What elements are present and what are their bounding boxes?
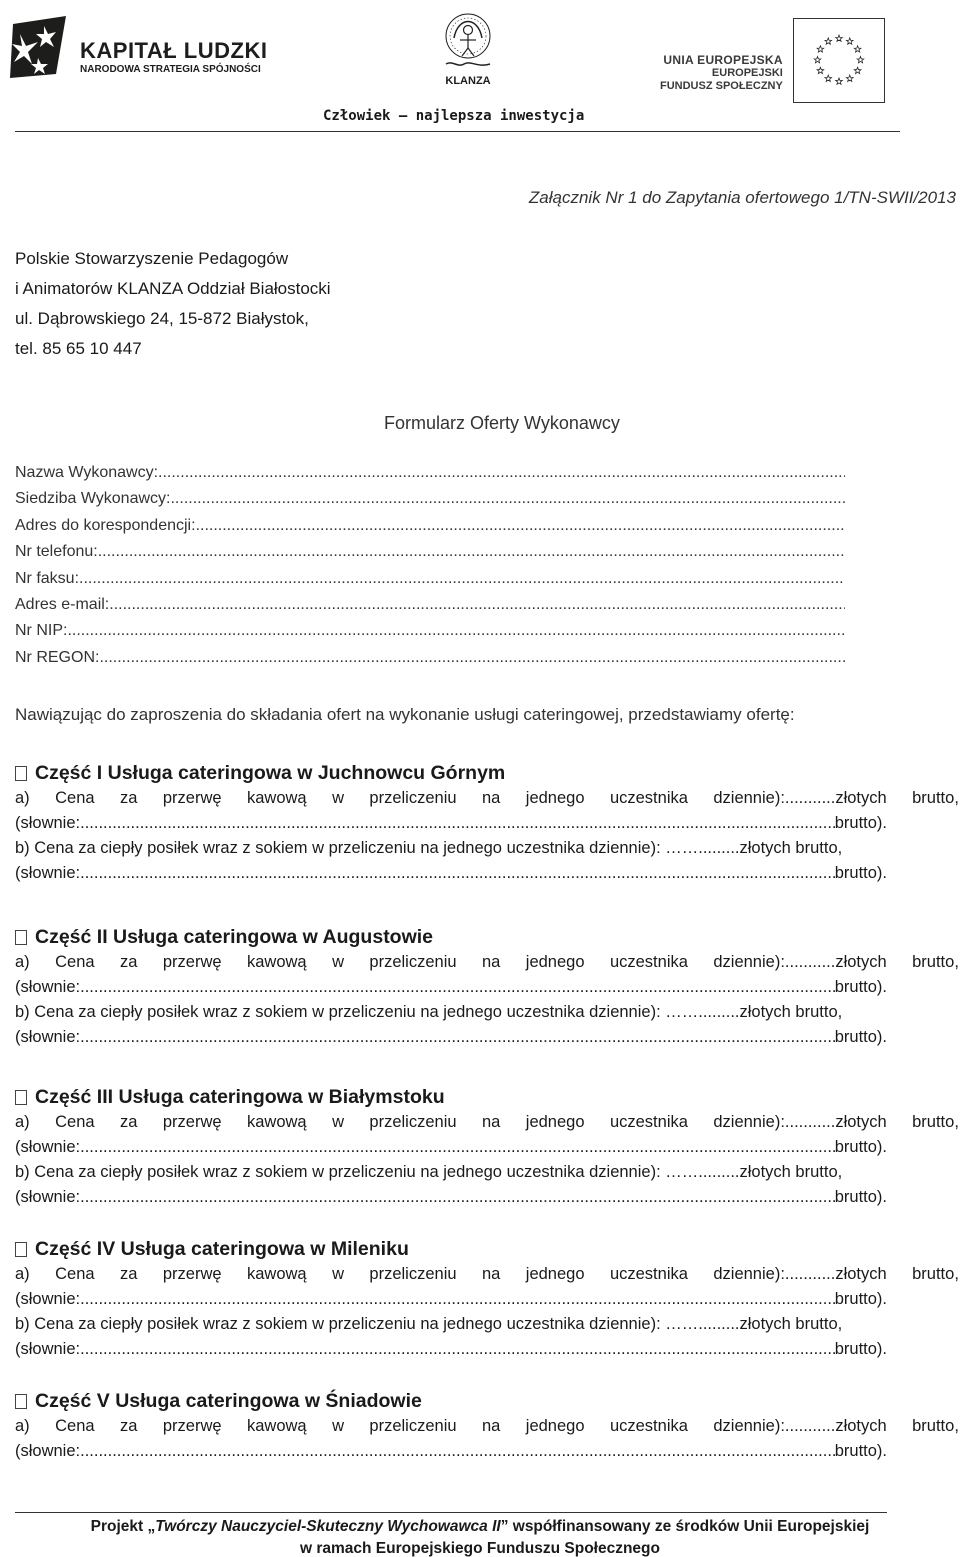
fill-in-dots[interactable]	[80, 975, 835, 1000]
field-label: Siedziba Wykonawcy:	[15, 490, 171, 508]
in-words-line[interactable]: (słownie: ..... brutto).	[15, 811, 887, 836]
project-name: Twórczy Nauczyciel-Skuteczny Wychowawca II	[155, 1518, 501, 1535]
header-divider	[15, 131, 900, 132]
price-line-word: a)	[15, 789, 30, 807]
kapital-ludzki-subtitle: NARODOWA STRATEGIA SPÓJNOŚCI	[80, 64, 261, 75]
field-label: Adres e-mail:	[15, 596, 110, 614]
field-label: Adres do korespondencji:	[15, 516, 196, 534]
form-title: Formularz Oferty Wykonawcy	[384, 413, 620, 433]
fill-in-dots[interactable]	[99, 645, 845, 671]
price-line-word: przeliczeniu	[369, 953, 457, 971]
price-line-word: kawową	[247, 789, 307, 807]
price-line-word: dziennie):...........złotych	[713, 1265, 887, 1283]
price-line-word: jednego	[525, 1417, 585, 1435]
part-1	[15, 760, 959, 886]
part-title-text: Część II Usługa cateringowa w Augustowie	[35, 926, 434, 948]
price-line-word: przerwę	[162, 1265, 222, 1283]
fill-in-dots[interactable]	[80, 1135, 835, 1160]
part-checkbox[interactable]	[15, 766, 27, 781]
eu-star-icon	[854, 46, 861, 52]
field-label: Nr telefonu:	[15, 543, 98, 561]
price-line-word: kawową	[247, 1265, 307, 1283]
price-line-word: Cena	[55, 789, 95, 807]
price-line-word: przeliczeniu	[369, 1113, 457, 1131]
in-words-line[interactable]: (słownie: ..... brutto).	[15, 1287, 887, 1312]
part-5	[15, 1388, 959, 1464]
intro-text: Nawiązując do zaproszenia do składania ofert na wykonanie usługi cateringowej, przedstawiamy ofertę:	[15, 705, 795, 724]
part-checkbox[interactable]	[15, 1394, 27, 1409]
fill-in-dots[interactable]	[98, 539, 845, 565]
annex-label: Załącznik Nr 1 do Zapytania ofertowego 1/TN-SWII/2013	[528, 188, 956, 207]
price-line-word: kawową	[247, 953, 307, 971]
address-line: Polskie Stowarzyszenie Pedagogów	[15, 249, 289, 268]
price-line-word: jednego	[525, 789, 585, 807]
price-line-word: kawową	[247, 1417, 307, 1435]
price-line-a	[15, 1414, 959, 1439]
part-checkbox[interactable]	[15, 930, 27, 945]
price-line-word: brutto,	[912, 953, 959, 971]
price-line-a	[15, 786, 959, 811]
eu-star-icon	[814, 56, 821, 62]
price-line-word: w	[332, 1417, 344, 1435]
in-words-line[interactable]: (słownie: ..... brutto).	[15, 975, 887, 1000]
price-line-word: Cena	[55, 1265, 95, 1283]
price-line-b: b) Cena za ciepły posiłek wraz z sokiem w przeliczeniu na jednego uczestnika dziennie): …….........złotych brutto,	[15, 1003, 843, 1021]
fill-in-dots[interactable]	[80, 861, 835, 886]
in-words-line[interactable]: (słownie: ..... brutto).	[15, 861, 887, 886]
tagline: Człowiek – najlepsza inwestycja	[323, 108, 585, 124]
in-words-line[interactable]: (słownie: ..... brutto).	[15, 1439, 887, 1464]
price-line-word: na	[481, 1113, 501, 1131]
klanza-logo-icon	[438, 2, 498, 94]
footer-line-2: w ramach Europejskiego Funduszu Społecznego	[299, 1540, 660, 1557]
fill-in-dots[interactable]	[80, 811, 835, 836]
eu-flag-icon	[793, 18, 885, 103]
part-title	[15, 1388, 959, 1414]
price-line-word: jednego	[525, 953, 585, 971]
fill-in-dots[interactable]	[67, 618, 845, 644]
in-words-line[interactable]: (słownie: ..... brutto).	[15, 1135, 887, 1160]
price-line-word: a)	[15, 953, 30, 971]
field-contractor-seat[interactable]	[15, 486, 845, 512]
part-title	[15, 1084, 959, 1110]
klanza-logo-label: KLANZA	[445, 75, 491, 87]
eu-star-icon	[836, 35, 843, 41]
footer-line-1: Projekt „Twórczy Nauczyciel-Skuteczny Wychowawca II” współfinansowany ze środków Unii Europejskiej	[90, 1518, 870, 1535]
fill-in-dots[interactable]	[196, 513, 845, 539]
eu-star-icon	[854, 67, 861, 73]
eu-star-icon	[825, 38, 832, 44]
fill-in-dots[interactable]	[109, 592, 845, 618]
price-line-word: za	[120, 789, 138, 807]
field-fax[interactable]	[15, 566, 845, 592]
eu-star-icon	[825, 75, 832, 81]
field-contractor-name[interactable]	[15, 460, 845, 486]
price-line-word: brutto,	[912, 1113, 959, 1131]
field-nip[interactable]	[15, 618, 845, 644]
price-line-word: przerwę	[162, 1113, 222, 1131]
field-label: Nazwa Wykonawcy:	[15, 464, 159, 481]
price-line-word: uczestnika	[609, 1113, 688, 1131]
address-line: tel. 85 65 10 447	[15, 339, 142, 358]
fill-in-dots[interactable]	[80, 1337, 835, 1362]
price-line-word: za	[120, 1417, 138, 1435]
part-title-text: Część V Usługa cateringowa w Śniadowie	[35, 1390, 422, 1412]
part-4	[15, 1236, 959, 1362]
price-line-word: za	[120, 953, 138, 971]
price-line-word: Cena	[55, 953, 95, 971]
part-title	[15, 924, 959, 950]
price-line-word: przeliczeniu	[369, 789, 457, 807]
part-2	[15, 924, 959, 1050]
address-line: ul. Dąbrowskiego 24, 15-872 Białystok,	[15, 309, 309, 328]
price-line-word: na	[481, 1265, 501, 1283]
price-line-word: Cena	[55, 1113, 95, 1131]
kapital-ludzki-logo-icon	[8, 12, 68, 82]
eu-star-icon	[817, 46, 824, 52]
price-line-word: w	[332, 789, 344, 807]
field-email[interactable]	[15, 592, 845, 618]
price-line-word: uczestnika	[609, 1417, 688, 1435]
price-line-word: dziennie):...........złotych	[713, 1417, 887, 1435]
footer-divider	[15, 1512, 887, 1513]
eu-star-icon	[836, 78, 843, 84]
eu-star-icon	[817, 67, 824, 73]
price-line-word: a)	[15, 1417, 30, 1435]
part-3	[15, 1084, 959, 1210]
price-line-word: uczestnika	[609, 953, 688, 971]
price-line-word: przeliczeniu	[369, 1265, 457, 1283]
recipient-address	[15, 244, 331, 364]
part-title	[15, 1236, 959, 1262]
page-footer	[0, 1516, 960, 1557]
price-line-b: b) Cena za ciepły posiłek wraz z sokiem w przeliczeniu na jednego uczestnika dziennie): …….........złotych brutto,	[15, 1163, 843, 1181]
price-line-word: dziennie):...........złotych	[713, 1113, 887, 1131]
contractor-fields	[15, 460, 845, 671]
price-line-a	[15, 950, 959, 975]
part-title-text: Część I Usługa cateringowa w Juchnowcu Górnym	[35, 762, 506, 784]
price-line-word: na	[481, 1417, 501, 1435]
price-line-word: a)	[15, 1113, 30, 1131]
price-line-b: b) Cena za ciepły posiłek wraz z sokiem w przeliczeniu na jednego uczestnika dziennie): …….........złotych brutto,	[15, 1315, 843, 1333]
field-label: Nr REGON:	[15, 648, 100, 666]
fill-in-dots[interactable]	[80, 1287, 835, 1312]
eu-title: UNIA EUROPEJSKA	[663, 53, 783, 67]
price-line-word: w	[332, 1113, 344, 1131]
price-line-word: uczestnika	[609, 789, 688, 807]
price-line-word: w	[332, 953, 344, 971]
price-line-word: dziennie):...........złotych	[713, 953, 887, 971]
field-phone[interactable]	[15, 539, 845, 565]
price-line-word: na	[481, 789, 501, 807]
price-line-word: jednego	[525, 1113, 585, 1131]
eu-star-icon	[857, 56, 864, 62]
part-title-text: Część III Usługa cateringowa w Białymstoku	[35, 1086, 445, 1108]
fill-in-dots[interactable]	[80, 1439, 835, 1464]
price-line-word: w	[332, 1265, 344, 1283]
fill-in-dots[interactable]	[158, 460, 845, 486]
price-line-word: a)	[15, 1265, 30, 1283]
field-regon[interactable]	[15, 645, 845, 671]
eu-text	[660, 54, 783, 93]
in-words-line[interactable]: (słownie: ..... brutto).	[15, 1337, 887, 1362]
kapital-ludzki-title: KAPITAŁ LUDZKI	[80, 38, 268, 63]
page-header	[0, 0, 960, 135]
price-line-word: za	[120, 1265, 138, 1283]
price-line-b: b) Cena za ciepły posiłek wraz z sokiem w przeliczeniu na jednego uczestnika dziennie): …….........złotych brutto,	[15, 839, 843, 857]
eu-line3: FUNDUSZ SPOŁECZNY	[660, 80, 783, 92]
price-line-word: na	[481, 953, 501, 971]
eu-line2: EUROPEJSKI	[711, 67, 783, 79]
price-line-word: kawową	[247, 1113, 307, 1131]
price-line-word: dziennie):...........złotych	[713, 789, 887, 807]
price-line-word: Cena	[55, 1417, 95, 1435]
part-title	[15, 760, 959, 786]
fill-in-dots[interactable]	[80, 1185, 835, 1210]
field-label: Nr faksu:	[15, 569, 80, 587]
price-line-word: uczestnika	[609, 1265, 688, 1283]
address-line: i Animatorów KLANZA Oddział Białostocki	[15, 279, 331, 298]
in-words-line[interactable]: (słownie: ..... brutto).	[15, 1025, 887, 1050]
price-line-word: jednego	[525, 1265, 585, 1283]
price-line-word: brutto,	[912, 1417, 959, 1435]
fill-in-dots[interactable]	[80, 1025, 835, 1050]
in-words-line[interactable]: (słownie: ..... brutto).	[15, 1185, 887, 1210]
field-correspondence-address[interactable]	[15, 513, 845, 539]
price-line-word: brutto,	[912, 789, 959, 807]
fill-in-dots[interactable]	[79, 566, 845, 592]
price-line-word: przerwę	[162, 789, 222, 807]
price-line-word: przeliczeniu	[369, 1417, 457, 1435]
price-line-a	[15, 1110, 959, 1135]
price-line-word: brutto,	[912, 1265, 959, 1283]
fill-in-dots[interactable]	[170, 486, 845, 512]
eu-star-icon	[846, 38, 853, 44]
price-line-a	[15, 1262, 959, 1287]
eu-star-icon	[846, 75, 853, 81]
part-title-text: Część IV Usługa cateringowa w Mileniku	[35, 1238, 409, 1260]
price-line-word: przerwę	[162, 953, 222, 971]
part-checkbox[interactable]	[15, 1242, 27, 1257]
price-line-word: za	[120, 1113, 138, 1131]
part-checkbox[interactable]	[15, 1090, 27, 1105]
field-label: Nr NIP:	[15, 622, 68, 640]
price-line-word: przerwę	[162, 1417, 222, 1435]
